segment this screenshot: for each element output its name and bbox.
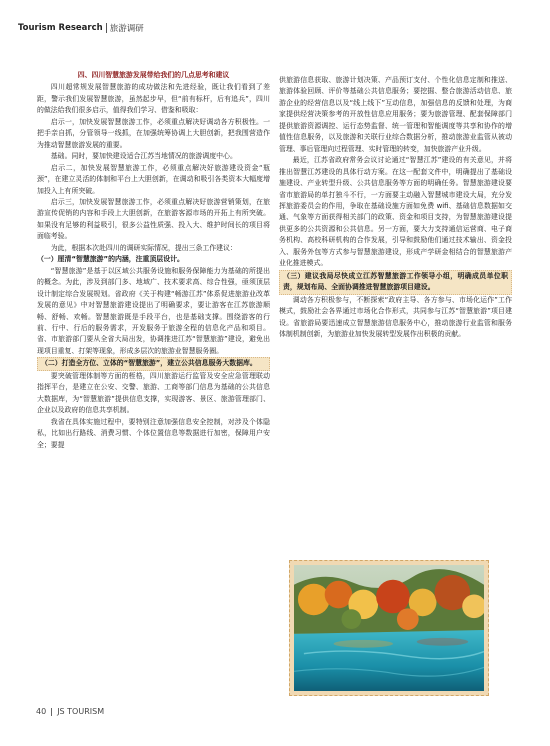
paragraph: 基础。同时，要加快建设适合江苏当地情况的旅游调度中心。 [50, 152, 237, 161]
landscape-photo [289, 560, 489, 696]
paragraph: 供旅游信息获取、旅游计划决策、产品预订支付、个性化信息定制和推送、旅游体验回顾、评价等基础公共信息服务；要挖掘、整合旅游活动信息、旅游企业的经营信息以及“线上线下”互动信息，加强信息的反馈和处理，为商家提供经营决策参考的开放性信息应用服务；要为旅游管理、配套保障部门提供旅游资源调控、运行态势监督、统一管理和智能调度等共享和协作的增值性信息服务，以及旅游和关联行业综合数据分析，推动旅游业监管从被动管理、事后管理向过程管理、实时管理的转变，加快旅游产业升级。 [279, 76, 512, 153]
section-name-english: Tourism Research [18, 23, 103, 33]
header-divider [106, 23, 107, 33]
paragraph: 最近，江苏省政府常务会议讨论通过“智慧江苏”建设的有关意见，并将推出智慧江苏建设的具体行动方案。在这一配套文件中，明确提出了基础设施建设、产业转型升级、公共信息服务等方面的明确任务。智慧旅游建设要省市旅游局的单打独斗不行，一方面要主动融入智慧城市建设大局，充分发挥旅游委员会的作用，争取在基础设施方面如免费 wifi、基础信息数据如交通、气象等方面获得相关部门的政策、资金和项目支持，为智慧旅游建设提供更多的公共资源和公共信息。另一方面，要大力支持通信运营商、电子商务机构、高校科研机构的合作发展，引导和鼓励他们通过技术输出、资金投入、服务外包等方式参与智慧旅游建设，形成产学研金相结合的智慧旅游产业化推进模式。 [279, 156, 512, 268]
subheading: （二）打造全方位、立体的“智慧旅游”，建立公共信息服务大数据库。 [37, 357, 270, 370]
left-text-column [37, 70, 270, 451]
page-number: 40 [36, 707, 47, 716]
paragraph: “智慧旅游”是基于以区域公共服务设施和服务保障能力为基础的所提出的概念。为此，涉及到部门多、地域广、技术要求高、综合性强，亟须顶层设计制定综合发展规划。省政府《关于构建“畅游江苏”体系促进旅游业改革发展的意见》中对智慧旅游建设提出了明确要求，要让游客在江苏旅游顺畅、舒畅、欢畅。智慧旅游既是手段平台，也是基础支撑。围绕游客的行前、行中、行后的服务需求，开发服务于旅游全程的信息化产品和项目。省、市旅游部门要从全省大局出发，协调推进江苏“智慧旅游”建设，避免出现项目重复、打架等现象，形成多层次的旅游业智慧服务圈。 [37, 266, 270, 355]
paragraph: 启示二，加快发展智慧旅游工作，必须重点解决好旅游建设资金“瓶颈”，在建立灵活的体制和平台上大胆创新，在调动和吸引各类资本大幅度增加投入上有所突破。 [37, 163, 270, 195]
right-text-column [279, 75, 512, 340]
section-name-chinese: 旅游调研 [109, 24, 144, 34]
paragraph: 四川超常规发展智慧旅游的成功做法和先进经验，既让我们看到了差距，警示我们发展智慧旅游，虽然起步早，但“前有标杆，后有追兵”，四川的做法给我们很多启示，值得我们学习、借鉴和吸取： [37, 83, 270, 115]
section-header [18, 20, 144, 36]
paragraph: 要突破管理体制等方面的桎梏，四川旅游运行监管及安全应急管理联动指挥平台，是建立在公安、交警、旅游、工商等部门信息为基础的公共信息大数据库，为“智慧旅游”提供信息支撑，实现游客、景区、旅游管理部门、企业以及政府的信息共享机制。 [37, 371, 270, 415]
section-title: 四、四川智慧旅游发展带给我们的几点思考和建议 [77, 71, 230, 79]
footer-divider [51, 708, 52, 716]
subheading: （一）厘清“智慧旅游”的内涵，注重顶层设计。 [37, 255, 184, 264]
subheading: （三）建议我局尽快成立江苏智慧旅游工作领导小组，明确成员单位职责，规划布局、全面协调推进智慧旅游项目建设。 [279, 270, 512, 295]
paragraph: 调动各方积极参与，不断探索“政府主导、各方参与、市场化运作”工作模式，鼓励社会各界通过市场化合作形式，共同参与江苏“智慧旅游”项目建设。省旅游局要迅速成立智慧旅游信息服务中心，推动旅游行业监管和服务体制机制创新，为旅游业加快发展转型发展作出积极的贡献。 [279, 295, 512, 338]
paragraph: 为此，根据本次赴四川的调研实际情况，提出三条工作建议： [50, 243, 237, 252]
page-footer [36, 707, 104, 716]
lake-forest-image [294, 565, 484, 691]
magazine-name: JS TOURISM [57, 707, 105, 716]
paragraph: 启示一，加快发展智慧旅游工作，必须重点解决好调动各方积极性。一把手亲自抓，分管领导一线抓，在加强统筹协调上大胆创新，把我围营造作为推动智慧旅游发展的重要。 [37, 117, 270, 149]
paragraph: 启示三，加快发展智慧旅游工作，必须重点解决好旅游营销策划，在旅游宣传促销的内容和手段上大胆创新，在旅游客源市场的开拓上有所突破。如果没有足够的利益吸引，很多公益性质强、投入大、维护时间长的项目将面临考验。 [37, 197, 270, 241]
paragraph: 我省在具体实施过程中，要特别注意加强信息安全控制，对涉及个体隐私，比如出行路线、消费习惯、个体位置信息等数据进行加密，保障用户安全；要提 [37, 417, 270, 449]
